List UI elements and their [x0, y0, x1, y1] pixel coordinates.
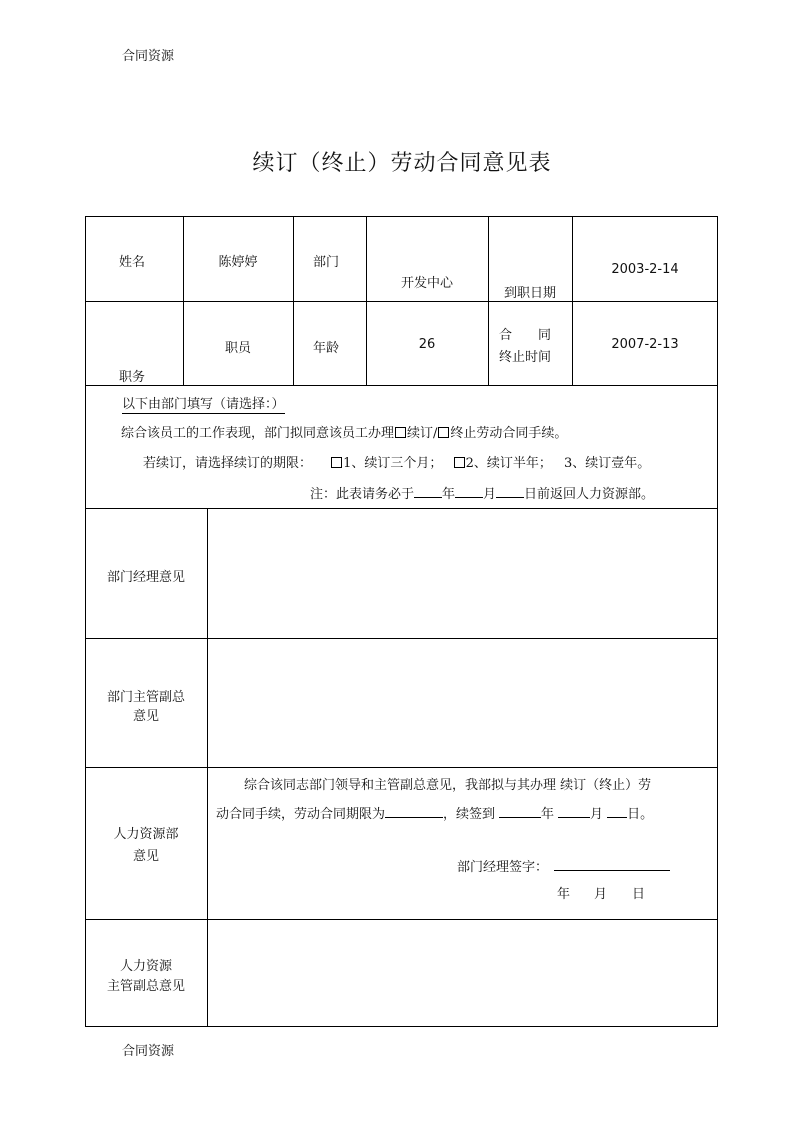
- deadline-note-suffix: 日前返回人力资源部。: [524, 487, 655, 502]
- dept-label: 部门: [313, 255, 340, 270]
- contract-end-value: 2007-2-13: [611, 337, 679, 352]
- col-divider: [488, 217, 489, 385]
- renew-term-prompt: 若续订，请选择续订的期限：: [143, 456, 313, 471]
- term-option-3: 3、续订壹年。: [564, 456, 651, 471]
- contract-end-label-1: 合 同: [499, 328, 552, 343]
- hr-signature-label: 部门经理签字：: [457, 860, 549, 875]
- deadline-year-blank[interactable]: [414, 485, 442, 498]
- page-title: 续订（终止）劳动合同意见表: [252, 151, 552, 176]
- term-option-1-label: 1、续订三个月；: [343, 456, 443, 471]
- hire-date-label: 到职日期: [503, 286, 556, 301]
- hr-date-day: 日: [632, 887, 646, 902]
- contract-end-label-2: 终止时间: [499, 350, 552, 365]
- hr-signature-line: [457, 856, 670, 875]
- dept-section-heading: 以下由部门填写（请选择：）: [122, 393, 285, 414]
- renew-month-blank[interactable]: [558, 805, 590, 818]
- renew-label: 续订/: [407, 426, 438, 441]
- contract-term-blank[interactable]: [385, 805, 443, 818]
- term-option-2-checkbox[interactable]: [454, 457, 465, 468]
- renew-day-label: 日。: [627, 807, 654, 822]
- col-divider: [366, 217, 367, 385]
- footer-text: 合同资源: [122, 1044, 175, 1059]
- row-divider: [86, 767, 717, 768]
- manager-opinion-field[interactable]: [208, 510, 717, 636]
- terminate-checkbox[interactable]: [438, 427, 449, 438]
- hr-opinion-text-2: [216, 803, 653, 822]
- renew-term-line: [143, 452, 650, 471]
- deadline-note-prefix: 注：此表请务必于: [310, 487, 415, 502]
- renew-day-blank[interactable]: [607, 805, 627, 818]
- hr-vp-opinion-label-2: 主管副总意见: [106, 979, 185, 994]
- term-option-1: [330, 456, 446, 471]
- hr-opinion-label-2: 意见: [132, 849, 159, 864]
- renew-checkbox[interactable]: [395, 427, 406, 438]
- vp-opinion-label-2: 意见: [132, 709, 159, 724]
- hr-date-year: 年: [557, 887, 571, 902]
- header-text: 合同资源: [122, 49, 175, 64]
- deadline-year-label: 年: [442, 487, 456, 502]
- deadline-note: [310, 483, 654, 502]
- renew-until-label: ，续签到: [443, 807, 496, 822]
- deadline-month-blank[interactable]: [455, 485, 483, 498]
- hr-opinion-text-1: 综合该同志部门领导和主管副总意见，我部拟与其办理 续订（终止）劳: [244, 778, 652, 793]
- dept-opinion-text: 综合该员工的工作表现，部门拟同意该员工办理: [121, 426, 395, 441]
- renew-year-blank[interactable]: [499, 805, 541, 818]
- position-value: 职员: [224, 341, 251, 356]
- vp-opinion-field[interactable]: [208, 639, 717, 766]
- vp-opinion-label-1: 部门主管副总: [106, 690, 185, 705]
- age-value: 26: [418, 337, 436, 352]
- col-divider: [572, 217, 573, 385]
- dept-value: 开发中心: [400, 276, 453, 291]
- hr-date-month: 月: [594, 887, 608, 902]
- row-divider: [86, 385, 717, 386]
- term-option-2: [453, 456, 556, 471]
- name-label: 姓名: [119, 255, 146, 270]
- hr-vp-opinion-label-1: 人力资源: [119, 959, 172, 974]
- renew-month-label: 月: [590, 807, 604, 822]
- dept-opinion-line: [121, 422, 567, 441]
- contract-term-prompt: 动合同手续，劳动合同期限为: [216, 807, 386, 822]
- manager-opinion-label: 部门经理意见: [106, 570, 185, 585]
- col-divider: [183, 217, 184, 385]
- hr-signature-blank[interactable]: [554, 858, 670, 871]
- col-divider: [293, 217, 294, 385]
- row-divider: [86, 301, 717, 302]
- hr-opinion-label-1: 人力资源部: [113, 827, 179, 842]
- hr-vp-opinion-field[interactable]: [208, 920, 717, 1025]
- term-option-1-checkbox[interactable]: [331, 457, 342, 468]
- row-divider: [86, 508, 717, 509]
- hire-date-value: 2003-2-14: [611, 262, 679, 277]
- name-value: 陈婷婷: [218, 255, 258, 270]
- term-option-2-label: 2、续订半年；: [465, 456, 552, 471]
- terminate-label: 终止劳动合同手续。: [450, 426, 568, 441]
- age-label: 年龄: [313, 341, 340, 356]
- deadline-day-blank[interactable]: [496, 485, 524, 498]
- deadline-month-label: 月: [483, 487, 497, 502]
- position-label: 职务: [119, 370, 146, 385]
- renew-year-label: 年: [541, 807, 555, 822]
